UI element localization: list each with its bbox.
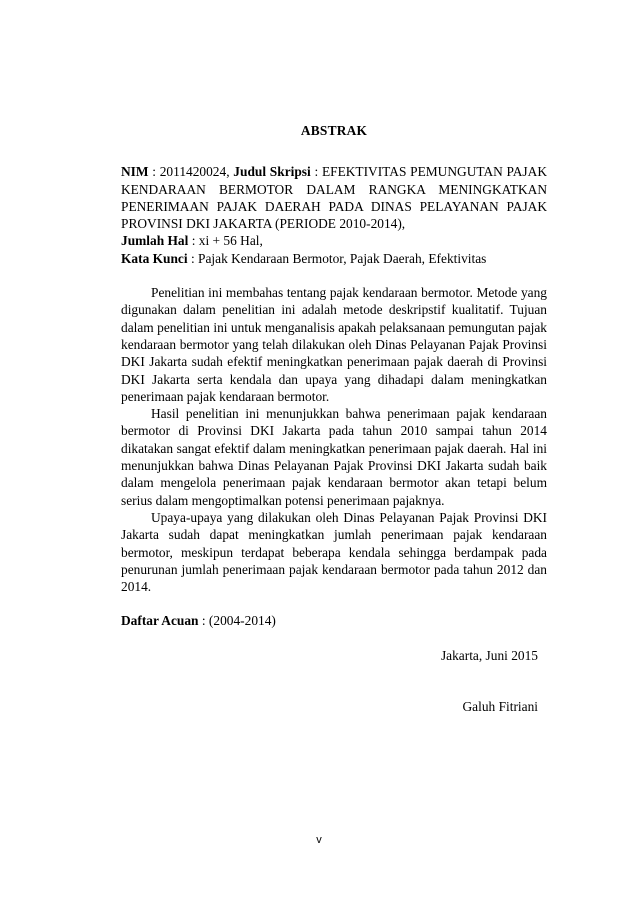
jumlah-label: Jumlah Hal: [121, 233, 189, 249]
kata-kunci-value: : Pajak Kendaraan Bermotor, Pajak Daerah, Efektivitas: [187, 250, 487, 266]
paragraph-1: Penelitian ini membahas tentang pajak kendaraan bermotor. Metode yang digunakan dalam penelitian ini adalah metode deskripstif kualitatif. Tujuan dalam penelitian ini untuk menganalisis apakah pelaksanaan pemungutan pajak kendaraan bermotor yang telah dilakukan oleh Dinas Pelayanan Pajak Provinsi DKI Jakarta sudah efektif meningkatkan penerimaan pajak daerah di Provinsi DKI Jakarta serta kendala dan upaya yang dihadapi dalam meningkatkan penerimaan pajak kendaraan bermotor.: [121, 285, 547, 404]
page-title: ABSTRAK: [300, 123, 368, 138]
nim-label: NIM: [121, 164, 149, 180]
judul-label: Judul Skripsi: [233, 164, 311, 180]
author-name: Galuh Fitriani: [462, 699, 538, 715]
nim-value: 2011420024,: [159, 164, 230, 180]
nim-separator: :: [148, 164, 160, 180]
place-date: Jakarta, Juni 2015: [440, 647, 538, 663]
thesis-metadata: [121, 163, 547, 232]
abstract-content: [121, 122, 547, 715]
paragraph-2: Hasil penelitian ini menunjukkan bahwa penerimaan pajak kendaraan bermotor di Provinsi DKI Jakarta pada tahun 2010 sampai tahun 2014 dikatakan sangat efektif dalam meningkatkan penerimaan pajak daerah. Hal ini menunjukkan bahwa Dinas Pelayanan Pajak Provinsi DKI Jakarta sudah baik dalam mengelola penerimaan pajak kendaraan bermotor akan tetapi belum serius dalam mengoptimalkan potensi penerimaan pajaknya.: [121, 406, 547, 508]
paragraph-3: Upaya-upaya yang dilakukan oleh Dinas Pelayanan Pajak Provinsi DKI Jakarta sudah dapat meningkatkan jumlah penerimaan pajak kendaraan bermotor, meskipun terdapat beberapa kendala sehingga berdampak pada penurunan jumlah penerimaan pajak kendaraan bermotor pada tahun 2012 dan 2014.: [121, 509, 547, 595]
acuan-label: Daftar Acuan: [121, 613, 199, 629]
judul-value: EFEKTIVITAS PEMUNGUTAN PAJAK KENDARAAN BERMOTOR DALAM RANGKA MENINGKATKAN PENERIMAAN PAJAK DAERAH PADA DINAS PELAYANAN PAJAK PROVINSI DKI JAKARTA (PERIODE 2010-2014),: [121, 164, 547, 232]
jumlah-hal: [121, 232, 547, 249]
kata-kunci-label: Kata Kunci: [121, 250, 188, 266]
kata-kunci: [121, 250, 547, 267]
page-number: v: [316, 834, 322, 846]
judul-separator: :: [310, 164, 322, 180]
jumlah-value: : xi + 56 Hal,: [188, 233, 263, 249]
daftar-acuan: [121, 612, 547, 629]
acuan-value: : (2004-2014): [201, 613, 276, 629]
